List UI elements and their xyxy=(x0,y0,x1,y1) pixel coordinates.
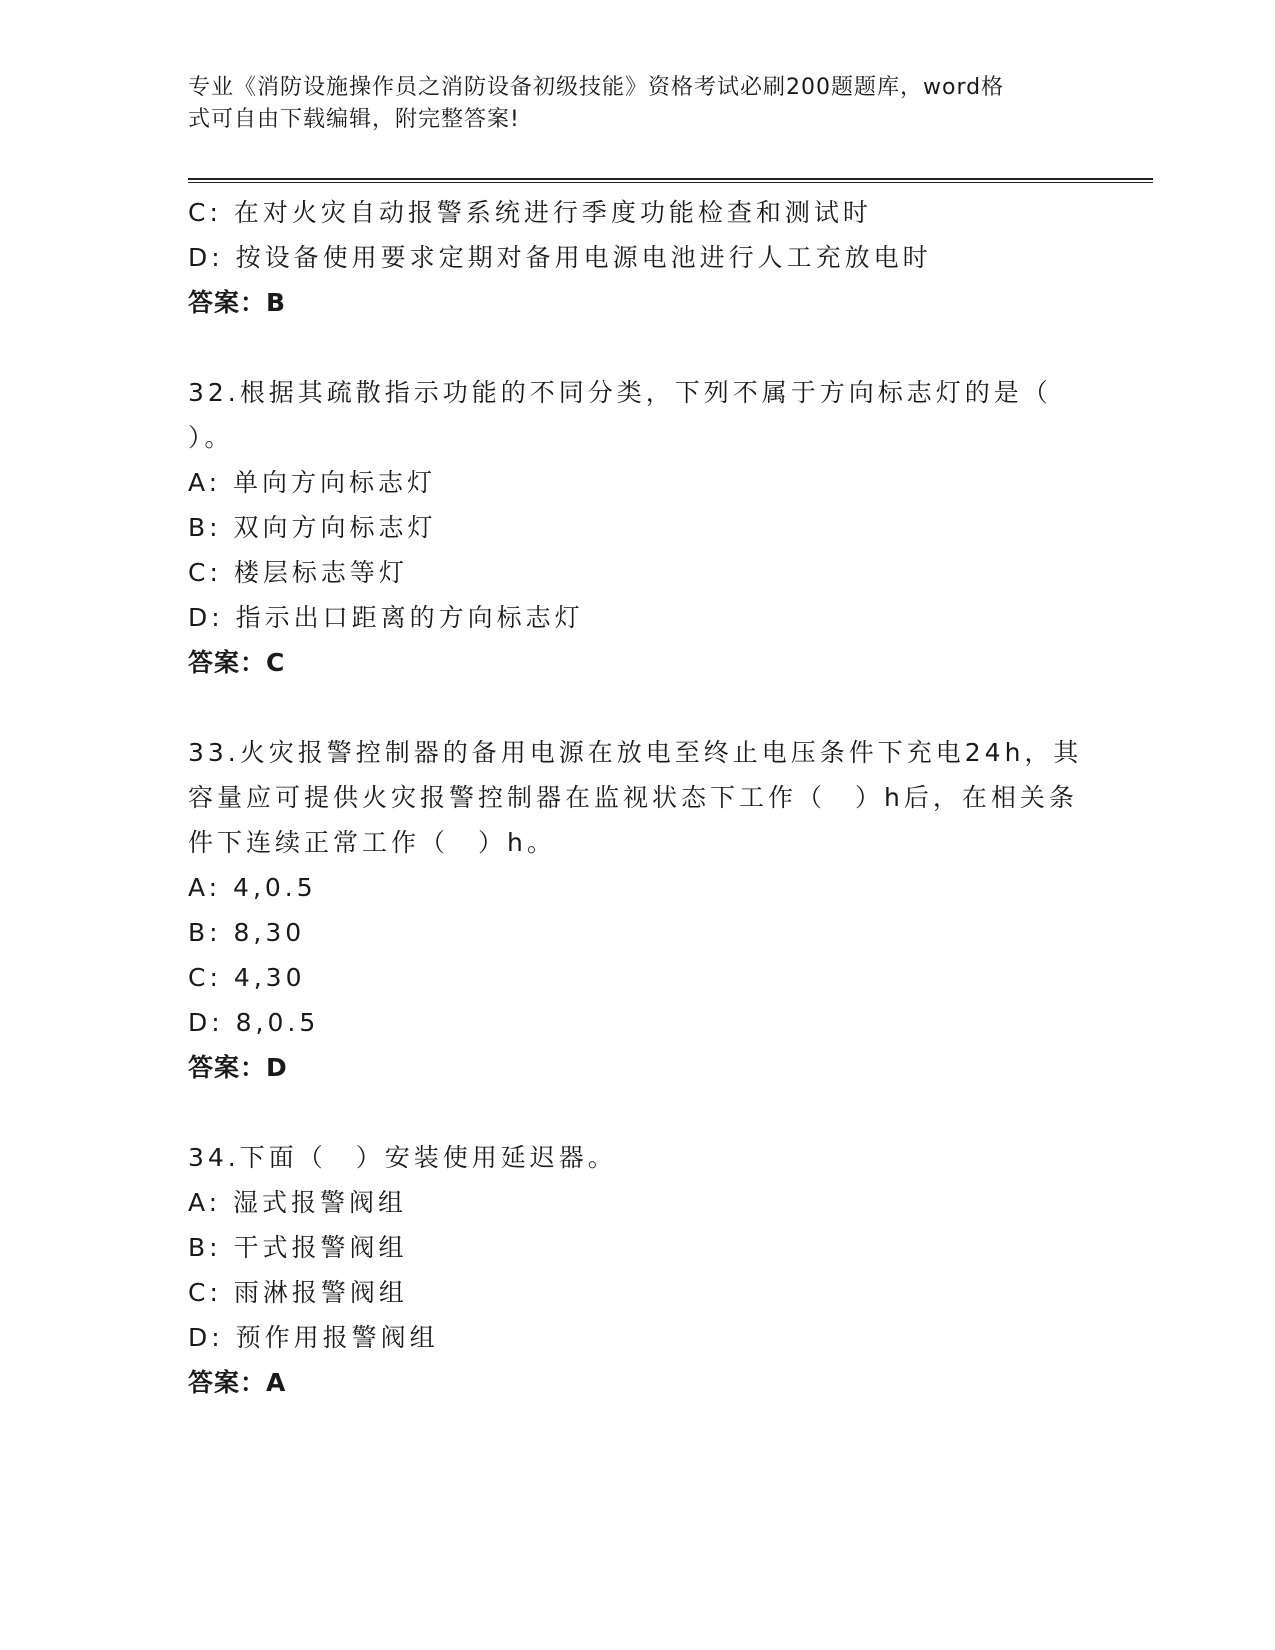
option-d: D: 8,0.5 xyxy=(188,1008,320,1037)
spacer xyxy=(188,685,1088,730)
option-b: B: 8,30 xyxy=(188,918,306,947)
answer-line: 答案：A xyxy=(188,1368,287,1397)
option-b: B: 双向方向标志灯 xyxy=(188,513,437,542)
question-text-line: 33.火灾报警控制器的备用电源在放电至终止电压条件下充电24h，其 xyxy=(188,738,1083,767)
document-content xyxy=(188,190,1088,1405)
answer-line: 答案：C xyxy=(188,648,286,677)
question-text-line: ）。 xyxy=(188,423,234,452)
option-d: D: 按设备使用要求定期对备用电源电池进行人工充放电时 xyxy=(188,243,932,272)
header-divider-thick xyxy=(188,178,1153,180)
option-c: C: 4,30 xyxy=(188,963,306,992)
option-a: A: 4,0.5 xyxy=(188,873,317,902)
question-text-line: 容量应可提供火灾报警控制器在监视状态下工作（ ）h后，在相关条 xyxy=(188,783,1078,812)
document-header xyxy=(188,72,1088,136)
header-line-2: 式可自由下载编辑，附完整答案! xyxy=(188,107,520,132)
option-c: C: 在对火灾自动报警系统进行季度功能检查和测试时 xyxy=(188,198,872,227)
question-31-tail xyxy=(188,190,1088,325)
header-line-1: 专业《消防设施操作员之消防设备初级技能》资格考试必刷200题题库，word格 xyxy=(188,75,1005,100)
question-32 xyxy=(188,370,1088,685)
header-divider-thin xyxy=(188,182,1153,183)
question-33 xyxy=(188,730,1088,1090)
option-a: A: 湿式报警阀组 xyxy=(188,1188,408,1217)
option-a: A: 单向方向标志灯 xyxy=(188,468,437,497)
question-text-line: 34.下面（ ）安装使用延迟器。 xyxy=(188,1143,617,1172)
option-d: D: 指示出口距离的方向标志灯 xyxy=(188,603,584,632)
spacer xyxy=(188,325,1088,370)
question-34 xyxy=(188,1135,1088,1405)
spacer xyxy=(188,1090,1088,1135)
option-b: B: 干式报警阀组 xyxy=(188,1233,408,1262)
question-text-line: 32.根据其疏散指示功能的不同分类，下列不属于方向标志灯的是（ xyxy=(188,378,1052,407)
option-d: D: 预作用报警阀组 xyxy=(188,1323,439,1352)
question-text-line: 件下连续正常工作（ ）h。 xyxy=(188,828,556,857)
answer-line: 答案：D xyxy=(188,1053,288,1082)
option-c: C: 雨淋报警阀组 xyxy=(188,1278,408,1307)
answer-line: 答案：B xyxy=(188,288,287,317)
option-c: C: 楼层标志等灯 xyxy=(188,558,408,587)
